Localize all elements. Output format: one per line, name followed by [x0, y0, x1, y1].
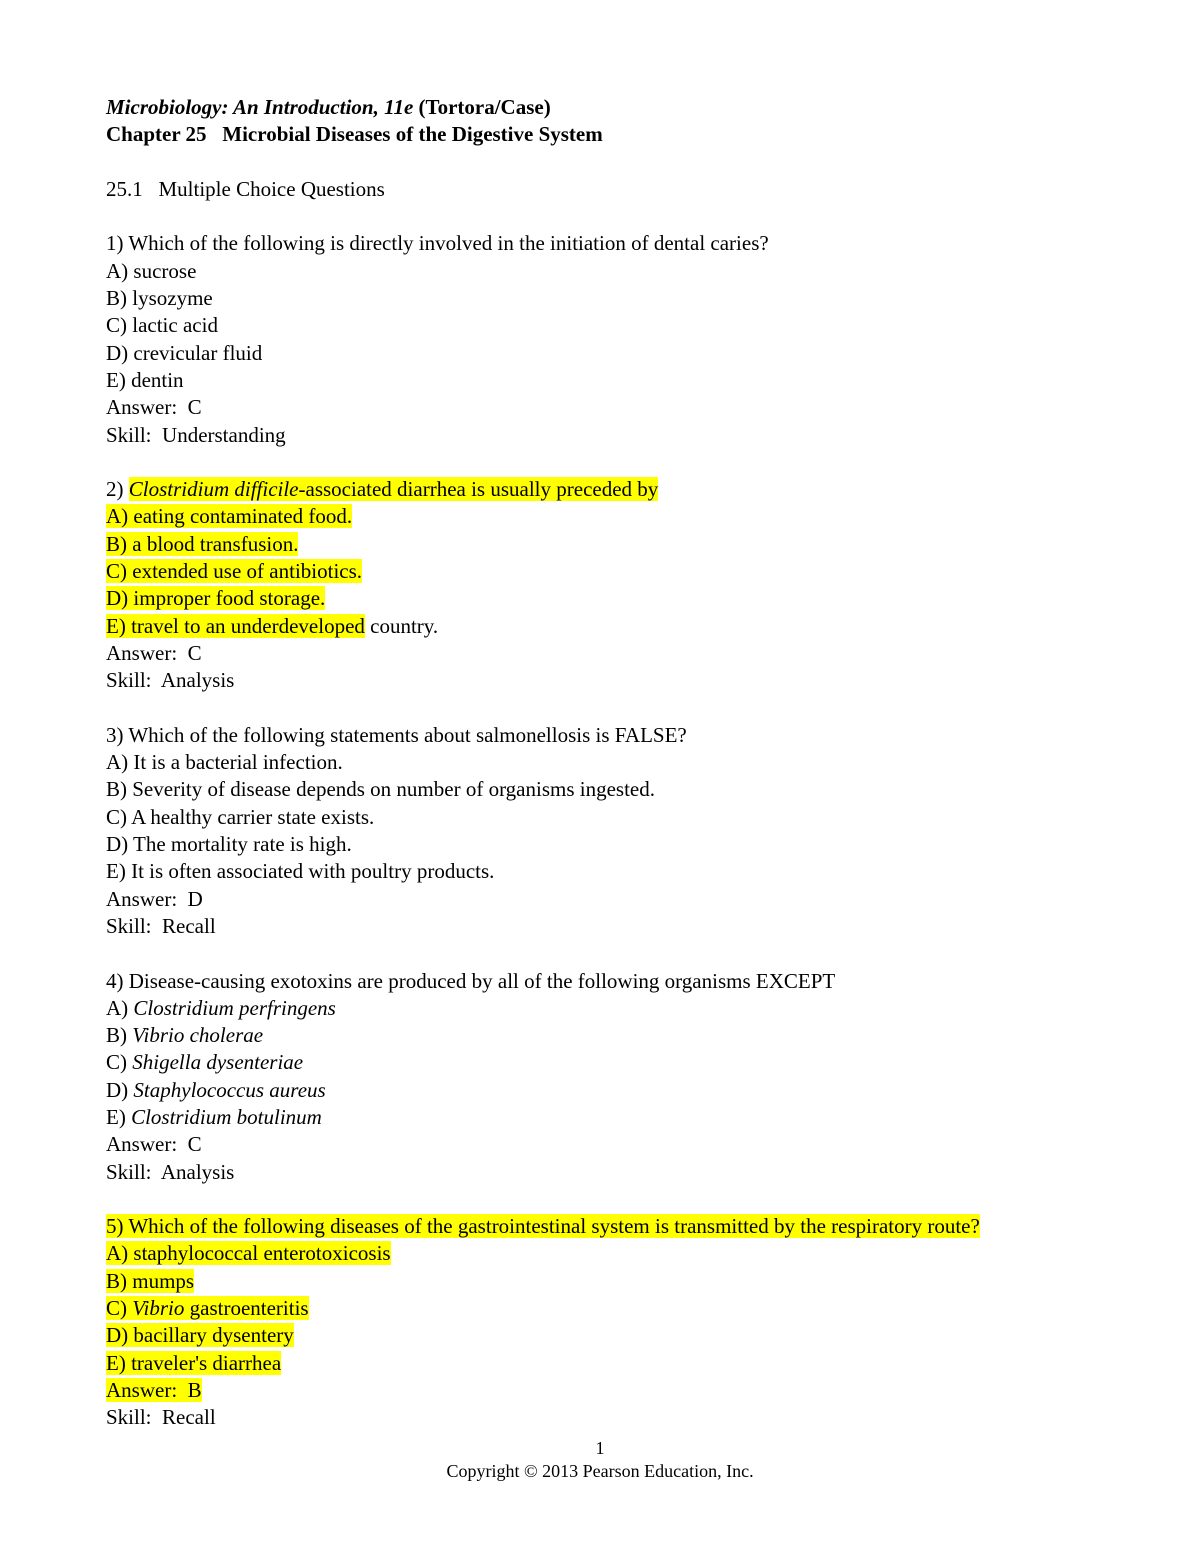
copyright-notice: Copyright © 2013 Pearson Education, Inc. — [446, 1461, 754, 1481]
organism-name: Shigella dysenteriae — [132, 1050, 304, 1075]
option-a: A) It is a bacterial infection. — [106, 750, 343, 775]
organism-name: Vibrio — [132, 1296, 185, 1321]
page-number: 1 — [595, 1438, 605, 1458]
option-c: C) A healthy carrier state exists. — [106, 804, 375, 829]
answer-value: C — [187, 1132, 202, 1157]
answer-value: B — [187, 1377, 202, 1402]
organism-name: Staphylococcus aureus — [133, 1077, 326, 1102]
option-letter: A) — [106, 995, 134, 1020]
highlighted-stem — [129, 477, 659, 501]
question-2 — [106, 476, 1106, 694]
question-stem — [106, 476, 1106, 503]
question-number: 2) — [106, 477, 129, 502]
option-c — [106, 1049, 1106, 1076]
option-text: gastroenteritis — [184, 1296, 309, 1321]
option-c — [106, 558, 1106, 585]
option-letter: D) — [106, 1077, 134, 1102]
option-letter: E) — [106, 1104, 132, 1129]
skill-line — [106, 913, 1106, 940]
option-a — [106, 1240, 1106, 1267]
chapter-title: Chapter 25 Microbial Diseases of the Digestive System — [106, 122, 603, 147]
answer-line — [106, 640, 1106, 667]
option-e: E) dentin — [106, 367, 184, 392]
option-e — [106, 1104, 1106, 1131]
section-heading: 25.1 Multiple Choice Questions — [106, 176, 385, 201]
option-b — [106, 1268, 1106, 1295]
option-d — [106, 1077, 1106, 1104]
highlighted-text: D) bacillary dysentery — [106, 1323, 294, 1348]
highlighted-text: B) mumps — [106, 1268, 195, 1293]
skill-label: Skill: — [106, 668, 161, 693]
book-title: Microbiology: An Introduction, 11e — [106, 95, 414, 119]
answer-line — [106, 394, 1106, 421]
option-e — [106, 613, 1106, 640]
question-5 — [106, 1213, 1106, 1431]
option-b: B) Severity of disease depends on number of organisms ingested. — [106, 777, 656, 802]
highlighted-text: A) eating contaminated food. — [106, 504, 353, 529]
organism-name: Vibrio cholerae — [132, 1023, 264, 1048]
highlighted-text — [106, 1378, 202, 1402]
option-c: C) lactic acid — [106, 313, 218, 338]
option-b: B) lysozyme — [106, 286, 213, 311]
answer-label: Answer: — [106, 1377, 188, 1402]
skill-label: Skill: — [106, 422, 163, 447]
option-b — [106, 1022, 1106, 1049]
skill-label: Skill: — [106, 913, 163, 938]
skill-line — [106, 1404, 1106, 1431]
stem-text: -associated diarrhea is usually preceded by — [298, 477, 659, 502]
skill-line — [106, 667, 1106, 694]
question-stem: 4) Disease-causing exotoxins are produced by all of the following organisms EXCEPT — [106, 968, 836, 993]
book-title-line — [106, 94, 1106, 121]
answer-value: C — [187, 640, 202, 665]
question-4 — [106, 968, 1106, 1186]
option-letter: C) — [106, 1296, 133, 1321]
skill-value: Recall — [162, 1405, 216, 1430]
organism-name: Clostridium difficile — [128, 477, 299, 502]
answer-label: Answer: — [106, 886, 188, 911]
skill-value: Analysis — [160, 668, 235, 693]
skill-value: Analysis — [160, 1159, 235, 1184]
option-e: E) It is often associated with poultry products. — [106, 859, 495, 884]
answer-line — [106, 886, 1106, 913]
option-e — [106, 1350, 1106, 1377]
answer-label: Answer: — [106, 1132, 188, 1157]
answer-line — [106, 1377, 1106, 1404]
highlighted-text: 5) Which of the following diseases of the gastrointestinal system is transmitted by the respiratory route? — [106, 1214, 980, 1239]
question-stem: 1) Which of the following is directly involved in the initiation of dental caries? — [106, 231, 769, 256]
question-1 — [106, 230, 1106, 448]
highlighted-text: E) traveler's diarrhea — [106, 1350, 282, 1375]
option-c — [106, 1295, 1106, 1322]
document-page — [106, 94, 1106, 1432]
answer-label: Answer: — [106, 640, 188, 665]
highlighted-text: C) extended use of antibiotics. — [106, 559, 363, 584]
option-letter: C) — [106, 1050, 133, 1075]
question-stem — [106, 1213, 1106, 1240]
highlighted-text: B) a blood transfusion. — [106, 531, 299, 556]
answer-value: D — [187, 886, 203, 911]
option-a — [106, 995, 1106, 1022]
organism-name: Clostridium botulinum — [131, 1104, 322, 1129]
highlighted-text: A) staphylococcal enterotoxicosis — [106, 1241, 391, 1266]
option-a — [106, 503, 1106, 530]
skill-line — [106, 422, 1106, 449]
answer-line — [106, 1131, 1106, 1158]
skill-label: Skill: — [106, 1405, 163, 1430]
option-letter: B) — [106, 1023, 133, 1048]
option-d: D) crevicular fluid — [106, 340, 263, 365]
highlighted-text: E) travel to an underdeveloped — [106, 613, 365, 638]
skill-line — [106, 1159, 1106, 1186]
option-text: country. — [364, 613, 439, 638]
answer-value: C — [187, 395, 202, 420]
option-d: D) The mortality rate is high. — [106, 832, 352, 857]
question-stem: 3) Which of the following statements about salmonellosis is FALSE? — [106, 722, 687, 747]
skill-label: Skill: — [106, 1159, 161, 1184]
option-d — [106, 585, 1106, 612]
highlighted-text: D) improper food storage. — [106, 586, 326, 611]
question-3 — [106, 722, 1106, 940]
organism-name: Clostridium perfringens — [133, 995, 336, 1020]
book-authors: (Tortora/Case) — [413, 95, 551, 119]
option-b — [106, 531, 1106, 558]
skill-value: Understanding — [162, 422, 286, 447]
option-a: A) sucrose — [106, 258, 197, 283]
answer-label: Answer: — [106, 395, 188, 420]
skill-value: Recall — [162, 913, 216, 938]
option-d — [106, 1322, 1106, 1349]
highlighted-text — [106, 1296, 309, 1320]
